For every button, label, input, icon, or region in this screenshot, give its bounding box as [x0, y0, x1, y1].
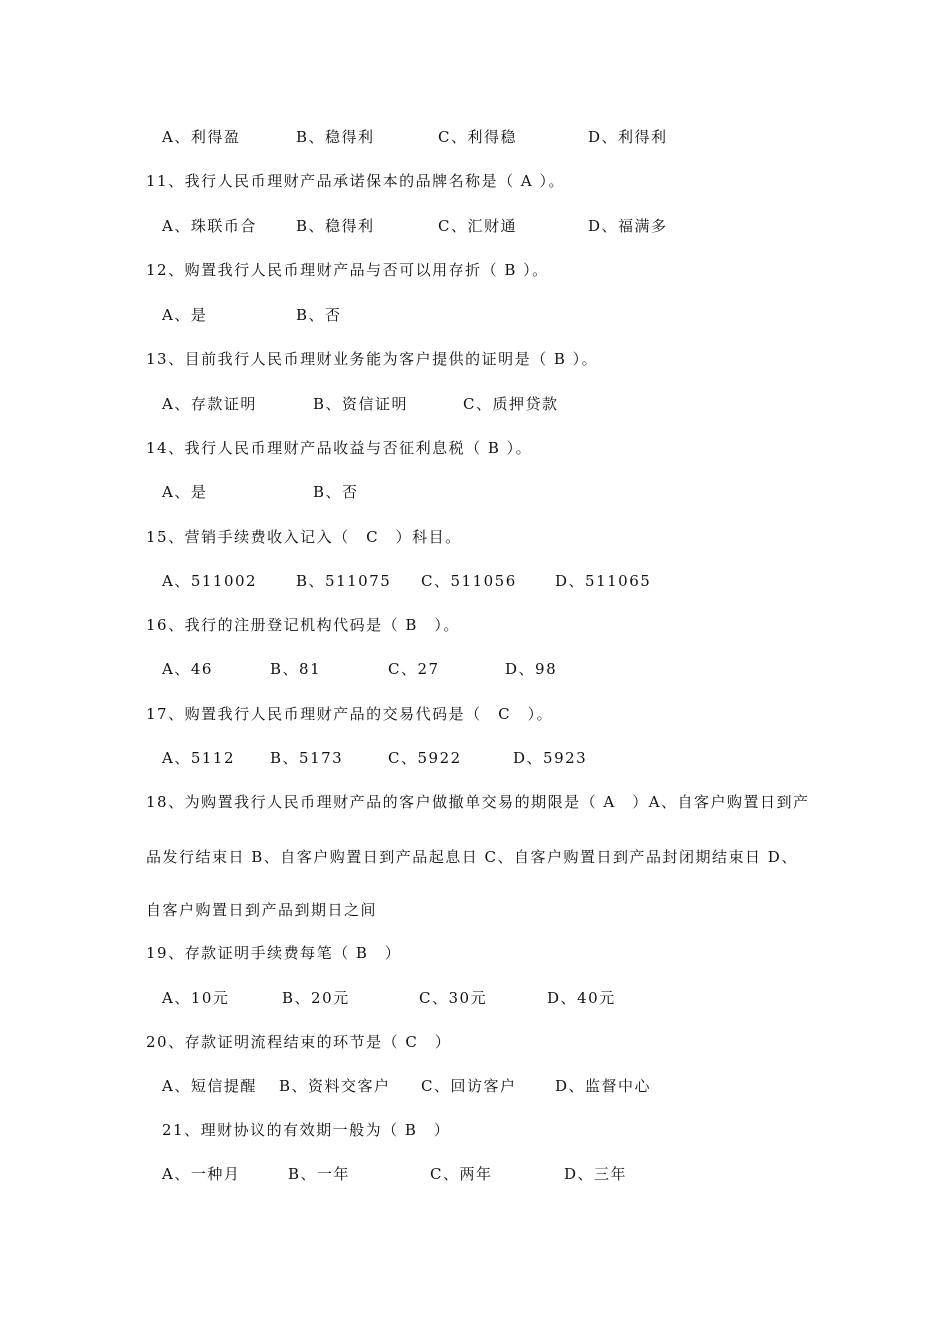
- option-q20-d: D、监督中心: [555, 1077, 652, 1095]
- option-q13-a: A、存款证明: [162, 395, 257, 413]
- option-q20-b: B、资料交客户: [279, 1077, 391, 1095]
- question-17: 17、购置我行人民币理财产品的交易代码是（ C ）。: [146, 705, 554, 723]
- question-18-line-3: 自客户购置日到产品到期日之间: [146, 901, 378, 919]
- option-q10-d: D、利得利: [588, 128, 668, 146]
- option-q13-c: C、质押贷款: [463, 395, 559, 413]
- option-q15-c: C、511056: [421, 572, 517, 590]
- question-15: 15、营销手续费收入记入（ C ）科目。: [146, 528, 462, 546]
- question-16: 16、我行的注册登记机构代码是（ B ）。: [146, 616, 460, 634]
- option-q16-a: A、46: [162, 660, 213, 678]
- option-q17-a: A、5112: [162, 749, 236, 767]
- option-q16-d: D、98: [505, 660, 558, 678]
- option-q16-c: C、27: [388, 660, 440, 678]
- option-q19-b: B、20元: [282, 989, 350, 1007]
- option-q12-a: A、是: [162, 306, 208, 324]
- option-q12-b: B、否: [296, 306, 342, 324]
- option-q10-b: B、稳得利: [296, 128, 375, 146]
- option-q15-d: D、511065: [555, 572, 652, 590]
- option-q14-a: A、是: [162, 483, 208, 501]
- question-20: 20、存款证明流程结束的环节是（ C ）: [146, 1033, 452, 1051]
- option-q19-a: A、10元: [162, 989, 230, 1007]
- option-q10-c: C、利得稳: [438, 128, 517, 146]
- option-q17-c: C、5922: [388, 749, 462, 767]
- question-21: 21、理财协议的有效期一般为（ B ）: [162, 1121, 451, 1139]
- option-q21-a: A、一种月: [162, 1165, 241, 1183]
- option-q21-d: D、三年: [564, 1165, 628, 1183]
- option-q14-b: B、否: [313, 483, 359, 501]
- option-q17-d: D、5923: [513, 749, 588, 767]
- question-18-line-1: 18、为购置我行人民币理财产品的客户做撤单交易的期限是（ A ）A、自客户购置日到产: [146, 793, 810, 811]
- option-q20-a: A、短信提醒: [162, 1077, 257, 1095]
- option-q19-d: D、40元: [547, 989, 616, 1007]
- option-q10-a: A、利得盈: [162, 128, 241, 146]
- option-q11-c: C、汇财通: [438, 217, 517, 235]
- option-q21-c: C、两年: [430, 1165, 493, 1183]
- option-q15-a: A、511002: [162, 572, 258, 590]
- option-q20-c: C、回访客户: [421, 1077, 517, 1095]
- option-q11-a: A、珠联币合: [162, 217, 257, 235]
- option-q11-d: D、福满多: [588, 217, 668, 235]
- option-q13-b: B、资信证明: [313, 395, 409, 413]
- option-q21-b: B、一年: [288, 1165, 351, 1183]
- option-q19-c: C、30元: [419, 989, 488, 1007]
- question-12: 12、购置我行人民币理财产品与否可以用存折（ B ）。: [146, 261, 549, 279]
- question-14: 14、我行人民币理财产品收益与否征利息税（ B ）。: [146, 439, 533, 457]
- option-q15-b: B、511075: [296, 572, 392, 590]
- option-q16-b: B、81: [270, 660, 322, 678]
- question-19: 19、存款证明手续费每笔（ B ）: [146, 944, 402, 962]
- question-18-line-2: 品发行结束日 B、自客户购置日到产品起息日 C、自客户购置日到产品封闭期结束日 D、: [146, 848, 798, 866]
- option-q11-b: B、稳得利: [296, 217, 375, 235]
- option-q17-b: B、5173: [270, 749, 344, 767]
- question-13: 13、目前我行人民币理财业务能为客户提供的证明是（ B ）。: [146, 350, 599, 368]
- question-11: 11、我行人民币理财产品承诺保本的品牌名称是（ A ）。: [146, 172, 565, 190]
